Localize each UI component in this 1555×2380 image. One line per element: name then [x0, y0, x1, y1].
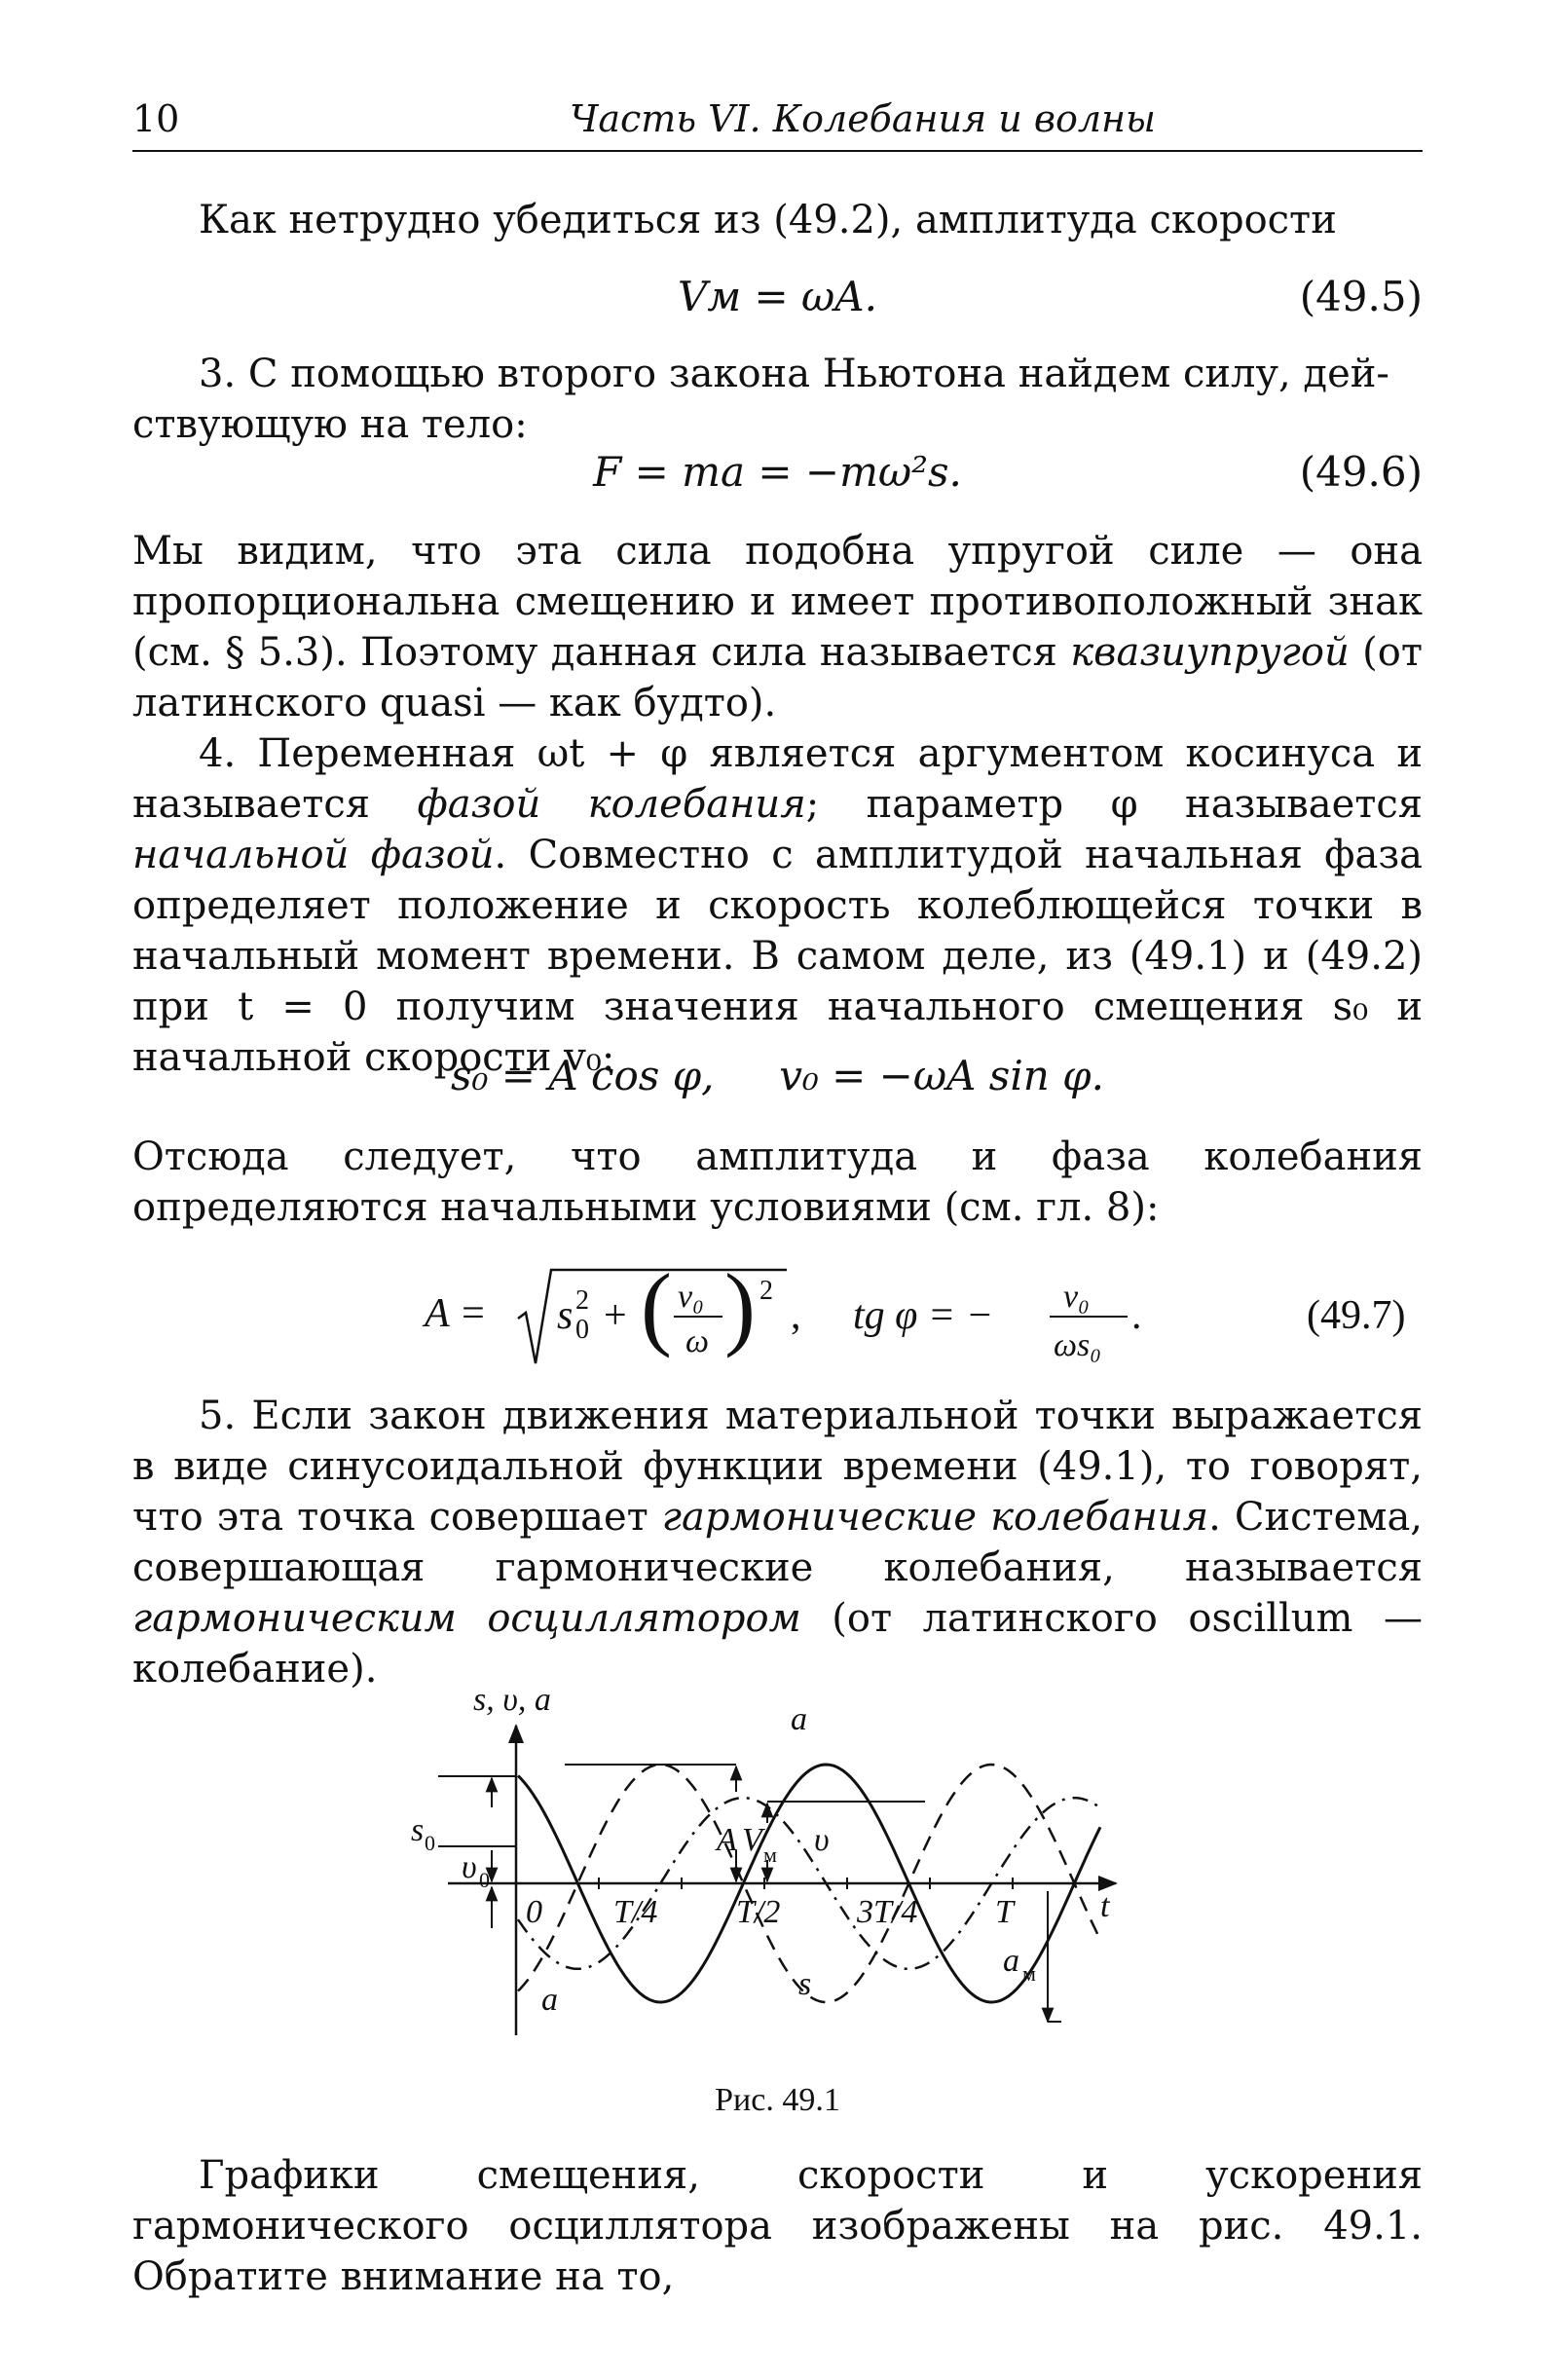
- label-Vm: V: [742, 1822, 762, 1858]
- term-oscillation-phase: фазой колебания: [417, 782, 806, 827]
- svg-text:.: .: [1131, 1293, 1142, 1338]
- label-A: A: [717, 1822, 737, 1858]
- axis-label-s-v-a: s, υ, a: [473, 1682, 551, 1718]
- paragraph-initial-conditions: Отсюда следует, что амплитуда и фаза колебания определяются начальными условиями (см. гл. 8):: [132, 1134, 1423, 1230]
- running-title: Часть VI. Колебания и волны: [569, 97, 1156, 140]
- label-a-top: a: [791, 1701, 807, 1737]
- svg-text:,: ,: [791, 1293, 801, 1338]
- equation-49-5-body: Vм = ωA.: [678, 273, 877, 320]
- svg-text:+: +: [604, 1293, 627, 1338]
- page-number: 10: [132, 97, 180, 140]
- svg-text:2: 2: [575, 1285, 589, 1316]
- label-s0: s: [411, 1812, 425, 1848]
- svg-text:s: s: [557, 1293, 574, 1338]
- label-am: a: [1003, 1943, 1019, 1979]
- right-paren: ): [724, 1254, 756, 1358]
- tick-label-T2: T/2: [736, 1894, 781, 1930]
- label-t: t: [1100, 1888, 1110, 1924]
- eq-49-7-lhs: A =: [425, 1291, 487, 1336]
- label-s: s: [798, 1966, 812, 2002]
- term-quasi-elastic: квазиупругой: [1070, 630, 1350, 675]
- svg-text:м: м: [1022, 1961, 1036, 1986]
- term-initial-phase: начальной фазой: [132, 833, 495, 877]
- label-a-bottom: a: [541, 1982, 558, 2018]
- paragraph-phase: 4. Переменная ωt + φ является аргументом косинуса и называется фазой колебания; параметр φ называется начальной фазой. Совместно с амплитудой начальная фаза определяет положение и скорость колеблющейся точки в начальный момент времени. В самом деле, из (49.1) и (49.2) при t = 0 получим значения начального смещения s₀ и начальной скорости v₀:: [132, 731, 1424, 1080]
- svg-text:0: 0: [479, 1868, 490, 1892]
- svg-text:ωs₀: ωs₀: [1054, 1327, 1102, 1363]
- equation-49-6-body: F = ma = −mω²s.: [593, 448, 962, 496]
- tick-label-3T4: 3T/4: [857, 1894, 918, 1930]
- svg-text:м: м: [763, 1842, 777, 1867]
- term-harmonic-oscillator: гармоническим осциллятором: [132, 1596, 801, 1641]
- svg-text:v₀: v₀: [678, 1279, 704, 1315]
- equation-49-7-number: (49.7): [1307, 1293, 1406, 1338]
- tick-label-T: T: [995, 1894, 1014, 1930]
- paragraph-quasi-elastic: Мы видим, что эта сила подобна упругой силе — она пропорциональна смещению и имеет противоположный знак (см. § 5.3). Поэтому данная сила называется квазиупругой (от латинского quasi — как будто).: [132, 529, 1423, 725]
- svg-text:2: 2: [759, 1276, 773, 1306]
- svg-text:0: 0: [575, 1315, 589, 1345]
- svg-text:0: 0: [425, 1831, 435, 1855]
- eq-49-7-tg-lhs: tg φ = −: [853, 1293, 994, 1338]
- left-paren: (: [641, 1254, 672, 1358]
- label-v: υ: [814, 1822, 830, 1858]
- tick-label-T4: T/4: [613, 1894, 658, 1930]
- figure-caption: Рис. 49.1: [715, 2082, 840, 2118]
- paragraph-graphs: Графики смещения, скорости и ускорения гармонического осциллятора изображены на рис. 49.1. Обратите внимание на то,: [132, 2153, 1423, 2299]
- term-harmonic-oscillations: гармонические колебания: [661, 1495, 1209, 1540]
- svg-text:v₀: v₀: [1063, 1279, 1090, 1315]
- equation-initial-values-body: s₀ = A cos φ, v₀ = −ωA sin φ.: [451, 1052, 1104, 1099]
- paragraph-newton: 3. С помощью второго закона Ньютона найдем силу, дей- ствующую на тело:: [132, 352, 1389, 447]
- equation-49-5-number: (49.5): [1299, 273, 1423, 320]
- paragraph-harmonic-oscillator: 5. Если закон движения материальной точки выражается в виде синусоидальной функции времени (49.1), то говорят, что эта точка совершает гармонические колебания. Система, совершающая гармонические колебания, называется гармоническим осциллятором (от латинского oscillum — колебание).: [132, 1394, 1424, 1692]
- tick-label-0: 0: [526, 1894, 542, 1930]
- label-v0: υ: [462, 1849, 477, 1885]
- paragraph-velocity-amplitude: Как нетрудно убедиться из (49.2), амплитуда скорости: [199, 198, 1337, 242]
- equation-49-6-number: (49.6): [1299, 448, 1423, 496]
- svg-text:ω: ω: [685, 1323, 710, 1359]
